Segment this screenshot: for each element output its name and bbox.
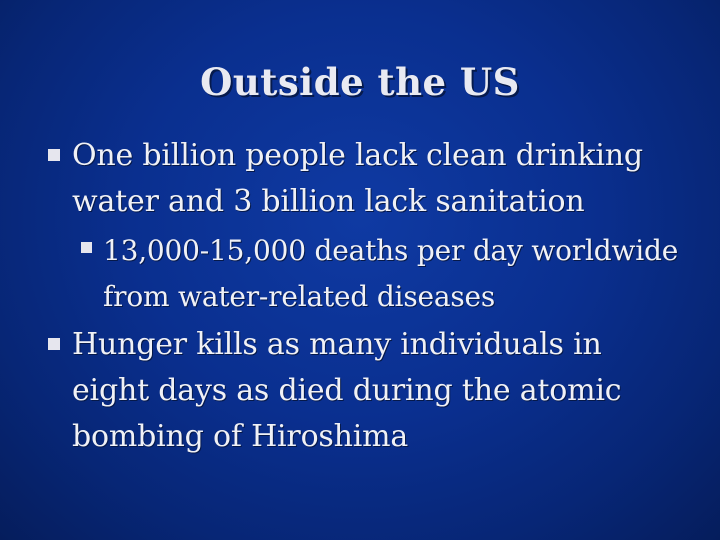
slide-title: Outside the US bbox=[200, 60, 520, 104]
bullet-level1-text: One billion people lack clean drinking water and 3 billion lack sanitation bbox=[72, 138, 643, 219]
square-bullet-icon bbox=[81, 242, 92, 253]
square-bullet-icon bbox=[48, 338, 60, 350]
bullet-level2-text: 13,000-15,000 deaths per day worldwide from water-related diseases bbox=[103, 234, 679, 313]
bullet-level1-text: Hunger kills as many individuals in eight days as died during the atomic bombing of Hiroshima bbox=[72, 327, 622, 454]
square-bullet-icon bbox=[48, 149, 60, 161]
